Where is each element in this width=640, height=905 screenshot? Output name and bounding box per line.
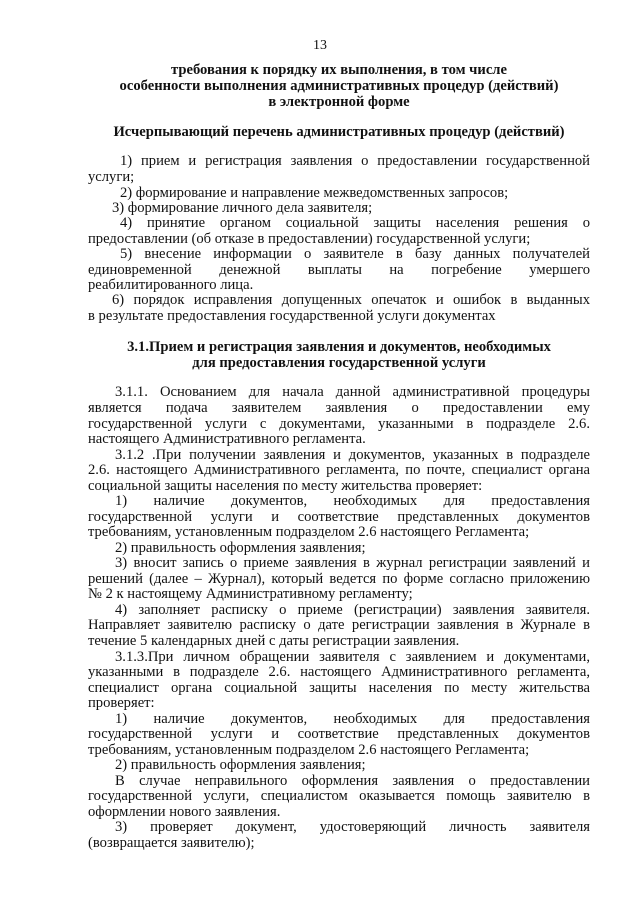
text-line: в результате предоставления государственной услуги документах [88,308,496,324]
text-line: 1) наличие документов, необходимых для предоставления [115,493,590,509]
text-line: специалист органа социальной защиты населения по месту жительства [88,680,590,696]
text-line: 5) внесение информации о заявителе в базу данных получателей [120,246,590,262]
text-line: оформлении нового заявления. [88,804,281,820]
text-line: В случае неправильного оформления заявления о предоставлении [115,773,590,789]
text-line: № 2 к настоящему Административному регламенту; [88,586,413,602]
text-line: является подача заявителем заявления о предоставлении ему [88,400,590,416]
heading-line: требования к порядку их выполнения, в том числе [171,62,507,78]
text-line: 3.1.2 .При получении заявления и документов, указанных в подразделе [115,447,590,463]
text-line: 1) наличие документов, необходимых для предоставления [115,711,590,727]
text-line: услуги; [88,169,135,185]
heading-line: особенности выполнения административных процедур (действий) [119,78,559,94]
text-line: единовременной денежной выплаты на погребение умершего [88,262,590,278]
text-line: государственной услуги и соответствие представленных документов [88,726,590,742]
text-line: (возвращается заявителю); [88,835,255,851]
text-line: 6) порядок исправления допущенных опечаток и ошибок в выданных [112,292,590,308]
text-line: 2) правильность оформления заявления; [115,540,366,556]
heading-line: в электронной форме [268,94,410,110]
text-line: 4) принятие органом социальной защиты населения решения о [120,215,590,231]
text-line: 3) формирование личного дела заявителя; [112,200,373,216]
text-line: государственной услуги и соответствие представленных документов [88,509,590,525]
text-line: 4) заполняет расписку о приеме (регистрации) заявления заявителя. [115,602,590,618]
text-line: Направляет заявителю расписку о дате регистрации заявления в Журнале в [88,617,590,633]
text-line: 3) проверяет документ, удостоверяющий личность заявителя [115,819,590,835]
text-line: проверяет: [88,695,155,711]
text-line: 2.6. настоящего Административного регламента, по почте, специалист органа [88,462,590,478]
heading-line: для предоставления государственной услуги [192,355,486,371]
text-line: требованиям, установленным подразделом 2.6 настоящего Регламента; [88,742,530,758]
text-line: 2) правильность оформления заявления; [115,757,366,773]
text-line: государственной услуги с документами, указанными в подразделе 2.6. [88,416,590,432]
text-line: 3.1.3.При личном обращении заявителя с заявлением и документами, [115,649,590,665]
text-line: 3) вносит запись о приеме заявления в журнал регистрации заявлений и [115,555,590,571]
text-line: указанными в подразделе 2.6. настоящего Административного регламента, [88,664,590,680]
text-line: социальной защиты населения по месту жительства проверяет: [88,478,483,494]
text-line: требованиям, установленным подразделом 2.6 настоящего Регламента; [88,524,530,540]
text-line: решений (далее – Журнал), который ведется по форме согласно приложению [88,571,590,587]
page-number: 13 [313,38,327,53]
text-line: 2) формирование и направление межведомственных запросов; [120,185,509,201]
heading-line: Исчерпывающий перечень административных процедур (действий) [113,124,565,140]
text-line: 3.1.1. Основанием для начала данной административной процедуры [115,384,590,400]
text-line: 1) прием и регистрация заявления о предоставлении государственной [120,153,590,169]
text-line: государственной услуги, специалистом оказывается помощь заявителю в [88,788,590,804]
text-line: течение 5 календарных дней с даты регистрации заявления. [88,633,460,649]
text-line: реабилитированного лица. [88,277,254,293]
text-line: предоставлении (об отказе в предоставлении) государственной услуги; [88,231,531,247]
text-line: настоящего Административного регламента. [88,431,366,447]
heading-line: 3.1.Прием и регистрация заявления и документов, необходимых [127,339,551,355]
